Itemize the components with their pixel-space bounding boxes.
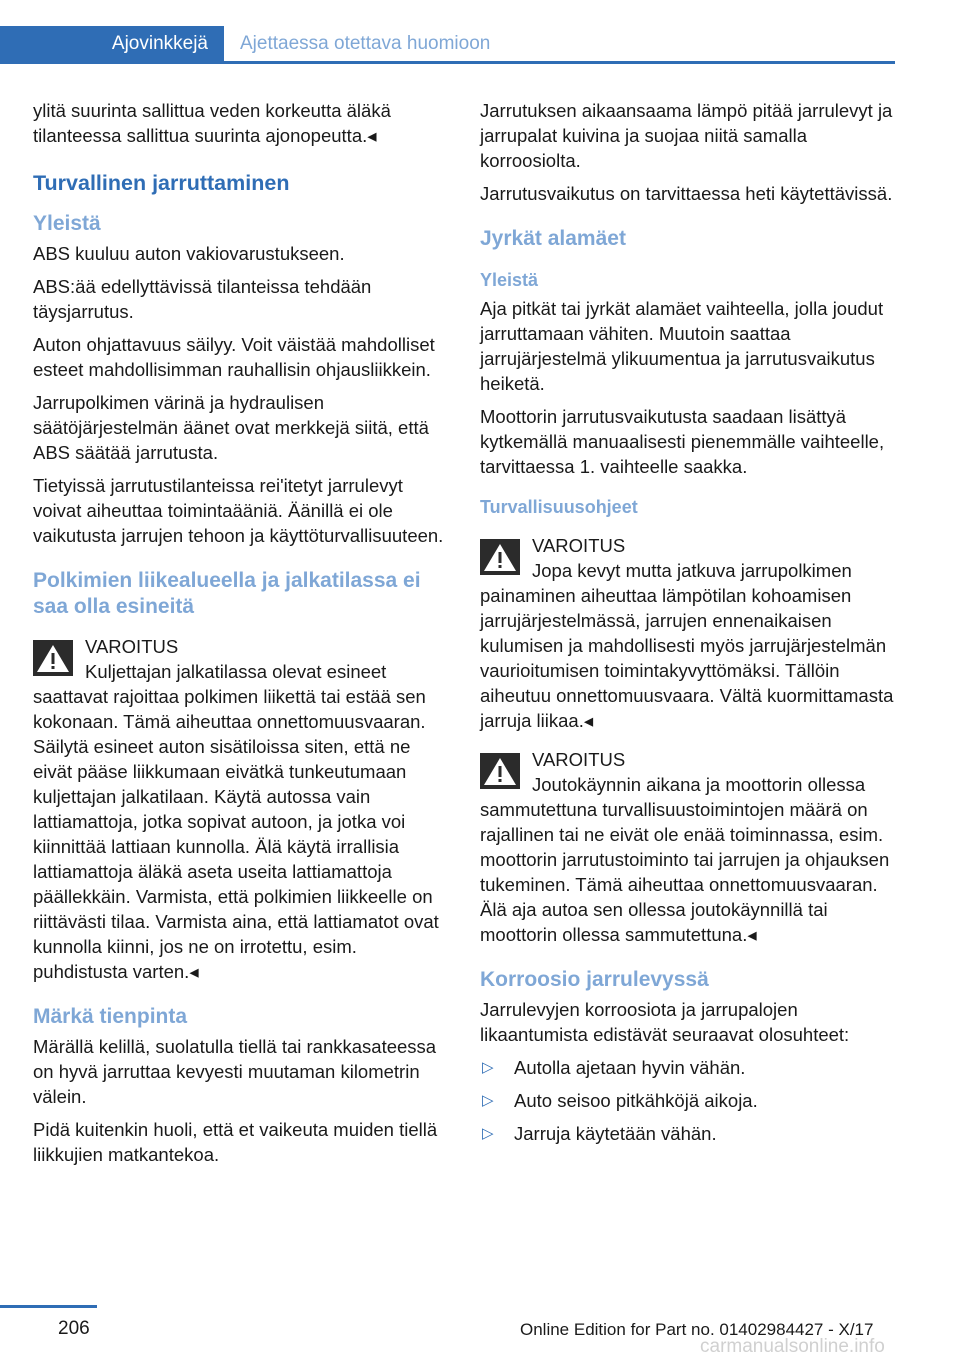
left-column xyxy=(33,98,453,1175)
paragraph: Jarrutusvaikutus on tarvittaessa heti käytettävissä. xyxy=(480,183,893,204)
paragraph: Moottorin jarrutusvaikutusta saadaan lisättyä kytkemällä manuaalisesti pienemmälle vaihteelle, tarvittaessa 1. vaihteelle saakka. xyxy=(480,406,885,477)
warning-box xyxy=(480,747,898,947)
warning-lead: Joutokäynnin aikana ja moottorin ollessa xyxy=(532,774,866,795)
warning-lead: Kuljettajan jalkatilassa olevat esineet xyxy=(85,661,387,682)
bullet-list xyxy=(480,1055,898,1146)
list-item-text: Autolla ajetaan hyvin vähän. xyxy=(514,1057,746,1078)
list-item xyxy=(480,1088,898,1113)
heading-brake-corrosion: Korroosio jarrulevyssä xyxy=(480,968,709,991)
section-tab-label: Ajettaessa otettava huomioon xyxy=(240,32,491,54)
page-header xyxy=(0,0,895,64)
heading-general: Yleistä xyxy=(480,270,539,290)
section-tab[interactable] xyxy=(240,26,490,61)
list-item xyxy=(480,1121,898,1146)
triangle-bullet-icon: ▷ xyxy=(482,1092,494,1109)
paragraph: Tietyissä jarrutustilanteissa rei'itetyt jarrulevyt voivat aiheuttaa toimintaääniä. Äänillä ei ole vaikutusta jarrujen tehoon ja käyttöturvallisuuteen. xyxy=(33,475,444,546)
heading-wet-road: Märkä tienpinta xyxy=(33,1005,188,1028)
triangle-bullet-icon: ▷ xyxy=(482,1059,494,1076)
paragraph: ABS:ää edellyttävissä tilanteissa tehdään täysjarrutus. xyxy=(33,276,372,322)
warning-text: painaminen aiheuttaa lämpötilan kohoamisen jarrujärjestelmässä, jarrujen ennenaikaisen kulumisen ja mahdollisesti myös jarrujärjestelmän vaurioitumisen toimintakyvyttömäksi. Tällöin aiheutuu onnettomuusvaara. Vältä kuormittamasta jarruja liikaa.◂ xyxy=(480,585,894,731)
warning-title: VAROITUS xyxy=(532,535,626,556)
list-item xyxy=(480,1055,898,1080)
warning-text: sammutettuna turvallisuustoimintojen määrä on rajallinen tai ne eivät ole enää toiminnassa, esim. moottorin jarrutustoiminto tai jarrujen ja ohjauksen tukeminen. Tämä aiheuttaa onnettomuusvaaran. Älä aja autoa sen ollessa joutokäynnillä tai moottorin ollessa sammutettuna.◂ xyxy=(480,799,890,945)
warning-title: VAROITUS xyxy=(532,749,626,770)
warning-box xyxy=(33,634,453,984)
paragraph: Jarrulevyjen korroosiota ja jarrupalojen likaantumista edistävät seuraavat olosuhteet: xyxy=(480,999,850,1045)
paragraph: Jarrutuksen aikaansaama lämpö pitää jarrulevyt ja jarrupalat kuivina ja suojaa niitä samalla korroosiolta. xyxy=(480,100,893,171)
page-number: 206 xyxy=(58,1318,90,1339)
heading-steep-slopes: Jyrkät alamäet xyxy=(480,227,626,250)
chapter-tab[interactable] xyxy=(0,26,224,61)
warning-triangle-icon xyxy=(33,640,73,676)
heading-general: Yleistä xyxy=(33,212,101,235)
right-column xyxy=(480,98,898,1154)
edition-footer: Online Edition for Part no. 01402984427 - X/17 xyxy=(520,1320,874,1339)
paragraph: Jarrupolkimen värinä ja hydraulisen säätöjärjestelmän äänet ovat merkkejä siitä, että ABS säätää jarrutusta. xyxy=(33,392,429,463)
warning-box xyxy=(480,533,898,733)
list-item-text: Jarruja käytetään vähän. xyxy=(514,1123,717,1144)
triangle-bullet-icon: ▷ xyxy=(482,1125,494,1142)
warning-triangle-icon xyxy=(480,539,520,575)
heading-pedal-area: Polkimien liikealueella ja jalkatilassa ei saa olla esineitä xyxy=(33,569,421,618)
warning-triangle-icon xyxy=(480,753,520,789)
warning-lead: Jopa kevyt mutta jatkuva jarrupolkimen xyxy=(532,560,852,581)
watermark: carmanualsonline.info xyxy=(700,1336,885,1357)
list-item-text: Auto seisoo pitkähköjä aikoja. xyxy=(514,1090,758,1111)
paragraph: Pidä kuitenkin huoli, että et vaikeuta muiden tiellä liikkujien matkantekoa. xyxy=(33,1119,438,1165)
warning-title: VAROITUS xyxy=(85,636,179,657)
chapter-tab-label: Ajovinkkejä xyxy=(111,32,208,54)
warning-text: saattavat rajoittaa polkimen liikettä tai estää sen kokonaan. Tämä aiheuttaa onnettomuusvaaran. Säilytä esineet auton sisätiloissa siten, että ne eivät pääse liikkumaan eivätkä tunkeutumaan kuljettajan jalkatilaan. Käytä autossa vain lattiamattoja, jotka sopivat autoon, ja jotka voi kiinnittää lattiaan kunnolla. Älä käytä irrallisia lattiamattoja äläkä aseta useita lattiamattoja päällekkäin. Varmista, että polkimien liikkeelle on riittävästi tilaa. Varmista aina, että lattiamatot ovat kunnolla kiinni, jos ne on irrotettu, esim. puhdistusta varten.◂ xyxy=(33,686,439,982)
header-rule xyxy=(0,61,895,64)
intro-paragraph: ylitä suurinta sallittua veden korkeutta äläkä tilanteessa sallittua suurinta ajonopeutta.◂ xyxy=(33,100,391,146)
paragraph: Märällä kelillä, suolatulla tiellä tai rankkasateessa on hyvä jarruttaa kevyesti muutaman kilometrin välein. xyxy=(33,1036,437,1107)
paragraph: ABS kuuluu auton vakiovarustukseen. xyxy=(33,243,345,264)
heading-safe-braking: Turvallinen jarruttaminen xyxy=(33,171,290,195)
heading-safety-instructions: Turvallisuusohjeet xyxy=(480,497,638,517)
paragraph: Auton ohjattavuus säilyy. Voit väistää mahdolliset esteet mahdollisimman rauhallisin ohjausliikkein. xyxy=(33,334,435,380)
page-number-rule xyxy=(0,1305,97,1308)
paragraph: Aja pitkät tai jyrkät alamäet vaihteella, jolla joudut jarruttamaan vähiten. Muutoin saattaa jarrujärjestelmä ylikuumentua ja jarrutusvaikutus heiketä. xyxy=(480,298,884,394)
